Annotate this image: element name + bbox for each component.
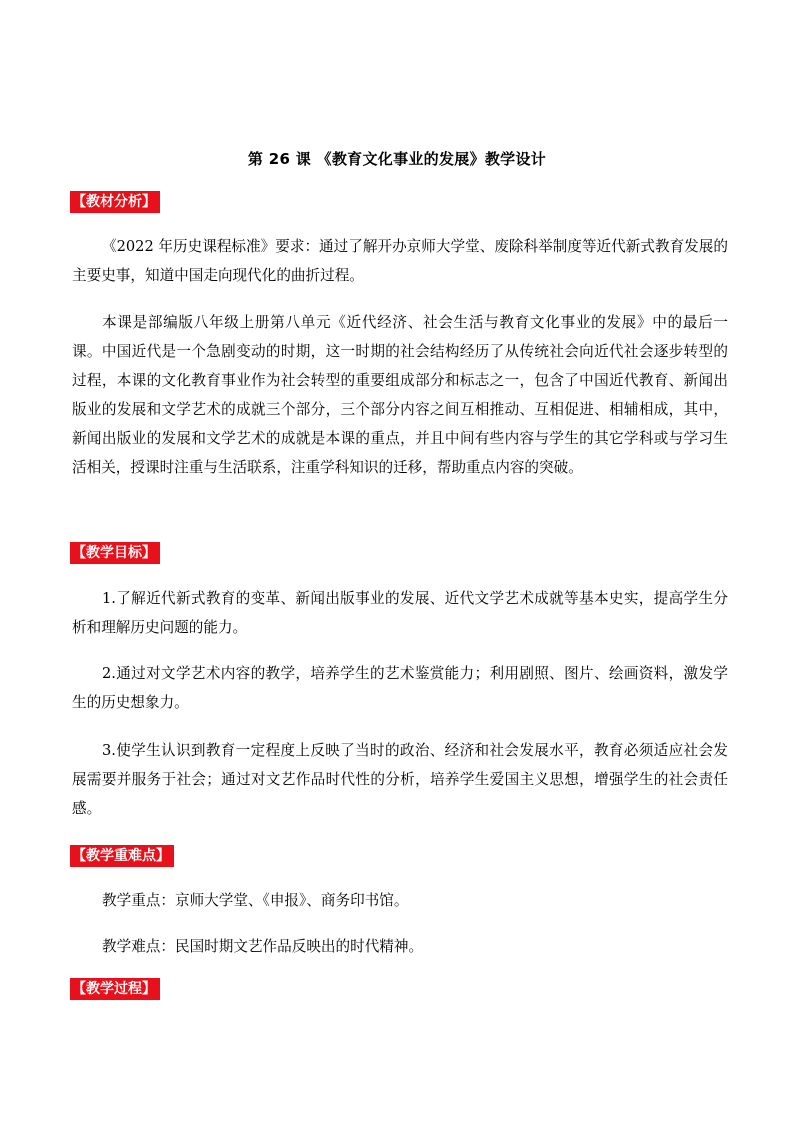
section-heading-key-points: 【教学重难点】 xyxy=(70,845,174,867)
analysis-paragraph-2: 本课是部编版八年级上册第八单元《近代经济、社会生活与教育文化事业的发展》中的最后一课。中国近代是一个急剧变动的时期，这一时期的社会结构经历了从传统社会向近代社会逐步转型的过程，本课的文化教育事业作为社会转型的重要组成部分和标志之一，包含了中国近代教育、新闻出版业的发展和文学艺术的成就三个部分，三个部分内容之间互相推动、互相促进、相辅相成，其中，新闻出版业的发展和文学艺术的成就是本课的重点，并且中间有些内容与学生的其它学科或与学习生活相关，授课时注重与生活联系，注重学科知识的迁移，帮助重点内容的突破。 xyxy=(72,314,728,476)
section-heading-process: 【教学过程】 xyxy=(70,978,160,1000)
goal-item-2: 2.通过对文学艺术内容的教学，培养学生的艺术鉴赏能力；利用剧照、图片、绘画资料，激发学生的历史想象力。 xyxy=(72,665,728,711)
goal-item-1: 1.了解近代新式教育的变革、新闻出版事业的发展、近代文学艺术成就等基本史实，提高学生分析和理解历史问题的能力。 xyxy=(72,590,728,636)
goal-item-3: 3.使学生认识到教育一定程度上反映了当时的政治、经济和社会发展水平，教育必须适应社会发展需要并服务于社会；通过对文艺作品时代性的分析，培养学生爱国主义思想，增强学生的社会责任感。 xyxy=(72,742,728,817)
analysis-paragraph-1: 《2022 年历史课程标准》要求：通过了解开办京师大学堂、废除科举制度等近代新式教育发展的主要史事，知道中国走向现代化的曲折过程。 xyxy=(72,238,728,284)
section-heading-goals: 【教学目标】 xyxy=(70,542,160,564)
key-focus: 教学重点：京师大学堂、《申报》、商务印书馆。 xyxy=(102,892,409,909)
section-heading-analysis: 【教材分析】 xyxy=(70,191,160,213)
page-title: 第 26 课 《教育文化事业的发展》教学设计 xyxy=(247,150,547,168)
key-difficulty: 教学难点：民国时期文艺作品反映出的时代精神。 xyxy=(102,938,424,955)
